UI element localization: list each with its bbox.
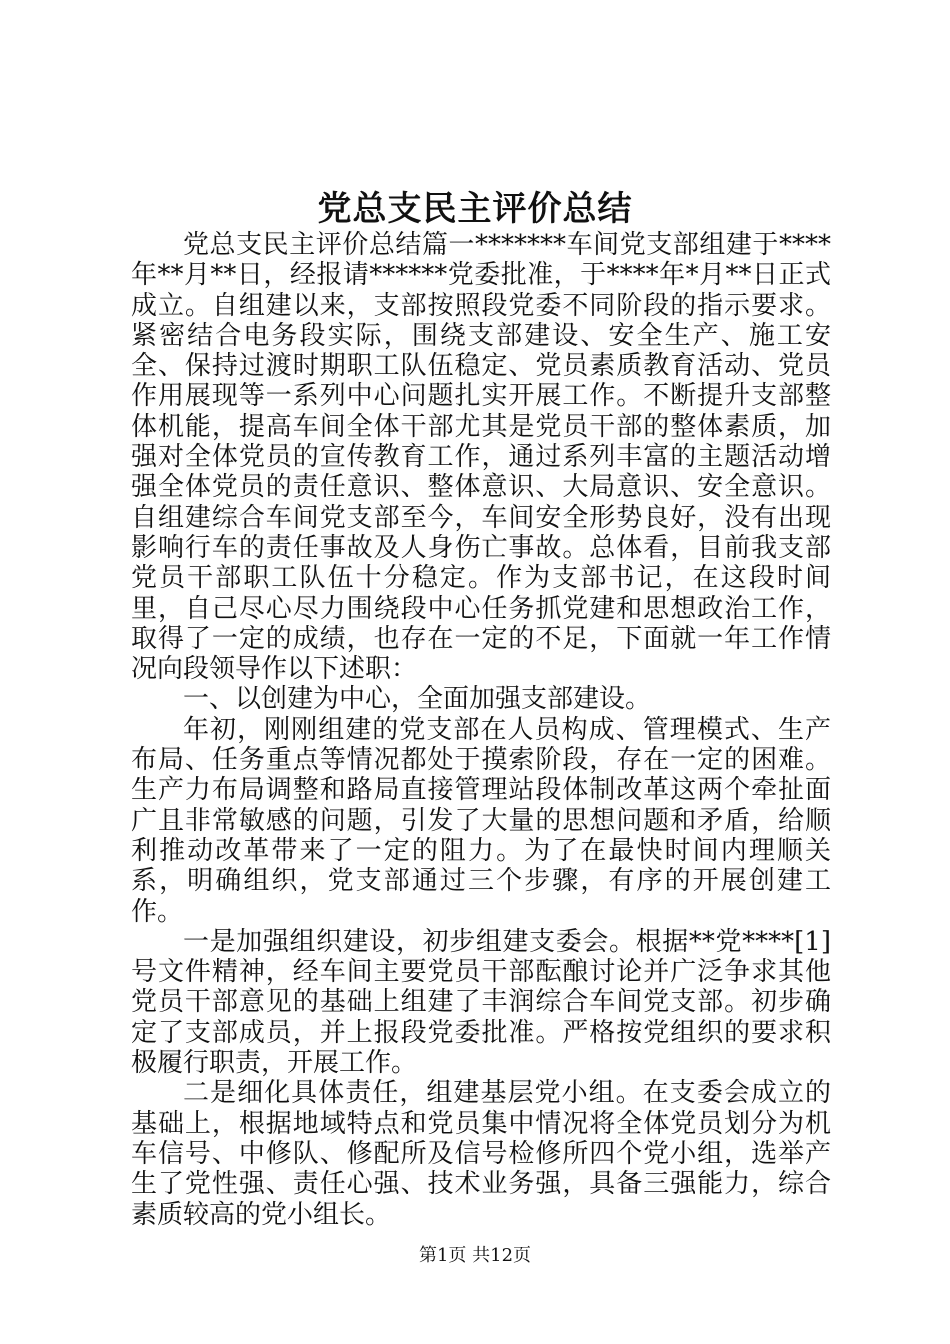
paragraph-section-heading: 一、以创建为中心，全面加强支部建设。	[183, 684, 652, 715]
paragraph-background: 年初，刚刚组建的党支部在人员构成、管理模式、生产布局、任务重点等情况都处于摸索阶段，存在一定的困难。生产力布局调整和路局直接管理站段体制改革这两个牵扯面广且非常敏感的问题，引发了大量的思想问题和矛盾，给顺利推动改革带来了一定的阻力。为了在最快时间内理顺关系，明确组织，党支部通过三个步骤，有序的开展创建工作。	[131, 714, 831, 927]
document-body	[131, 230, 831, 1230]
paragraph-step-one: 一是加强组织建设，初步组建支委会。根据**党****[1]号文件精神，经车间主要党员干部酝酿讨论并广泛争求其他党员干部意见的基础上组建了丰润综合车间党支部。初步确定了支部成员，并上报段党委批准。严格按党组织的要求积极履行职责，开展工作。	[131, 926, 831, 1079]
paragraph-intro: 党总支民主评价总结篇一*******车间党支部组建于****年**月**日，经报请******党委批准，于****年*月**日正式成立。自组建以来，支部按照段党委不同阶段的指示要求。紧密结合电务段实际，围绕支部建设、安全生产、施工安全、保持过渡时期职工队伍稳定、党员素质教育活动、党员作用展现等一系列中心问题扎实开展工作。不断提升支部整体机能，提高车间全体干部尤其是党员干部的整体素质，加强对全体党员的宣传教育工作，通过系列丰富的主题活动增强全体党员的责任意识、整体意识、大局意识、安全意识。自组建综合车间党支部至今，车间安全形势良好，没有出现影响行车的责任事故及人身伤亡事故。总体看，目前我支部党员干部职工队伍十分稳定。作为支部书记，在这段时间里，自己尽心尽力围绕段中心任务抓党建和思想政治工作，取得了一定的成绩，也存在一定的不足，下面就一年工作情况向段领导作以下述职：	[131, 230, 831, 685]
paragraph-step-two: 二是细化具体责任，组建基层党小组。在支委会成立的基础上，根据地域特点和党员集中情况将全体党员划分为机车信号、中修队、修配所及信号检修所四个党小组，选举产生了党性强、责任心强、技术业务强，具备三强能力，综合素质较高的党小组长。	[131, 1078, 831, 1230]
document-title: 党总支民主评价总结	[317, 189, 633, 229]
page-footer: 第1页 共12页	[418, 1245, 532, 1266]
